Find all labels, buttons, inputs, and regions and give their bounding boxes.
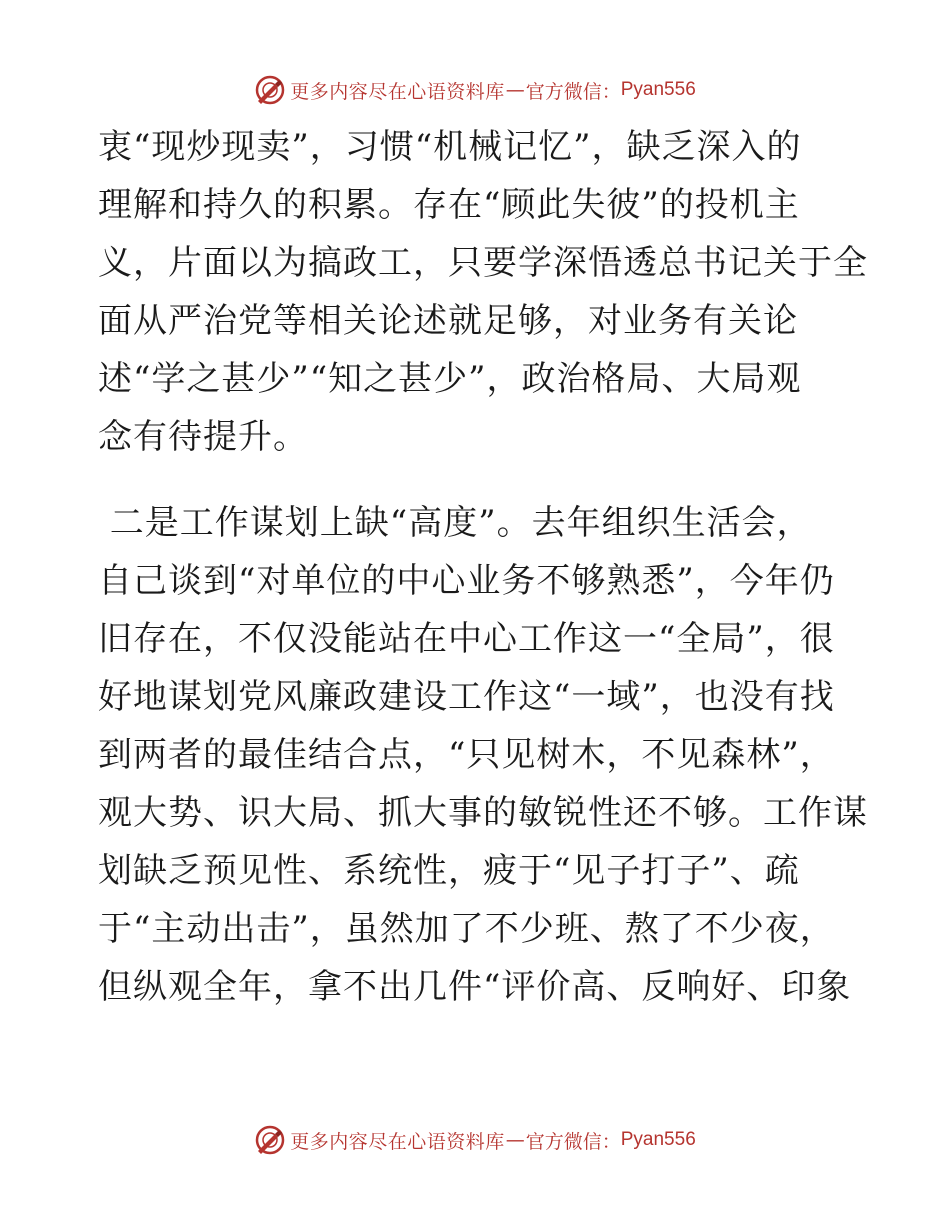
text-line: 自己谈到“对单位的中心业务不够熟悉”，今年仍 bbox=[98, 561, 835, 601]
logo-icon bbox=[254, 1124, 286, 1156]
footer-banner bbox=[0, 1120, 950, 1160]
banner-wechat-label: 官方微信： bbox=[525, 1130, 621, 1153]
text-line: 二是工作谋划上缺“高度”。去年组织生活会， bbox=[98, 503, 812, 543]
banner-separator: — bbox=[505, 79, 525, 101]
text-line: 面从严治党等相关论述就足够，对业务有关论 bbox=[98, 301, 798, 341]
header-banner bbox=[0, 70, 950, 110]
text-line: 但纵观全年，拿不出几件“评价高、反响好、印象 bbox=[98, 967, 852, 1007]
banner-separator: — bbox=[505, 1129, 525, 1151]
text-line: 理解和持久的积累。存在“顾此失彼”的投机主 bbox=[98, 185, 800, 225]
text-line: 述“学之甚少”“知之甚少”，政治格局、大局观 bbox=[98, 359, 802, 399]
paragraph-spacer bbox=[98, 466, 858, 494]
text-line: 衷“现炒现卖”，习惯“机械记忆”，缺乏深入的 bbox=[98, 127, 802, 167]
paragraph-1 bbox=[98, 118, 868, 466]
banner-wechat-id: Pyan556 bbox=[620, 79, 696, 100]
text-line: 到两者的最佳结合点，“只见树木，不见森林”， bbox=[98, 735, 835, 775]
text-line: 观大势、识大局、抓大事的敏锐性还不够。工作谋 bbox=[98, 793, 868, 833]
text-line: 好地谋划党风廉政建设工作这“一域”，也没有找 bbox=[98, 677, 835, 717]
document-body bbox=[98, 118, 868, 1016]
text-line: 于“主动出击”，虽然加了不少班、熬了不少夜， bbox=[98, 909, 835, 949]
banner-wechat-label: 官方微信： bbox=[525, 80, 621, 103]
text-line: 义，片面以为搞政工，只要学深悟透总书记关于全 bbox=[98, 243, 868, 283]
text-line: 划缺乏预见性、系统性，疲于“见子打子”、疏 bbox=[98, 851, 800, 891]
text-line: 念有待提升。 bbox=[98, 417, 308, 457]
logo-icon bbox=[254, 74, 286, 106]
paragraph-2 bbox=[98, 494, 868, 1016]
banner-wechat-id: Pyan556 bbox=[620, 1129, 696, 1150]
text-line: 旧存在，不仅没能站在中心工作这一“全局”，很 bbox=[98, 619, 835, 659]
banner-site-text: 更多内容尽在心语资料库 bbox=[290, 80, 505, 103]
banner-site-text: 更多内容尽在心语资料库 bbox=[290, 1130, 505, 1153]
